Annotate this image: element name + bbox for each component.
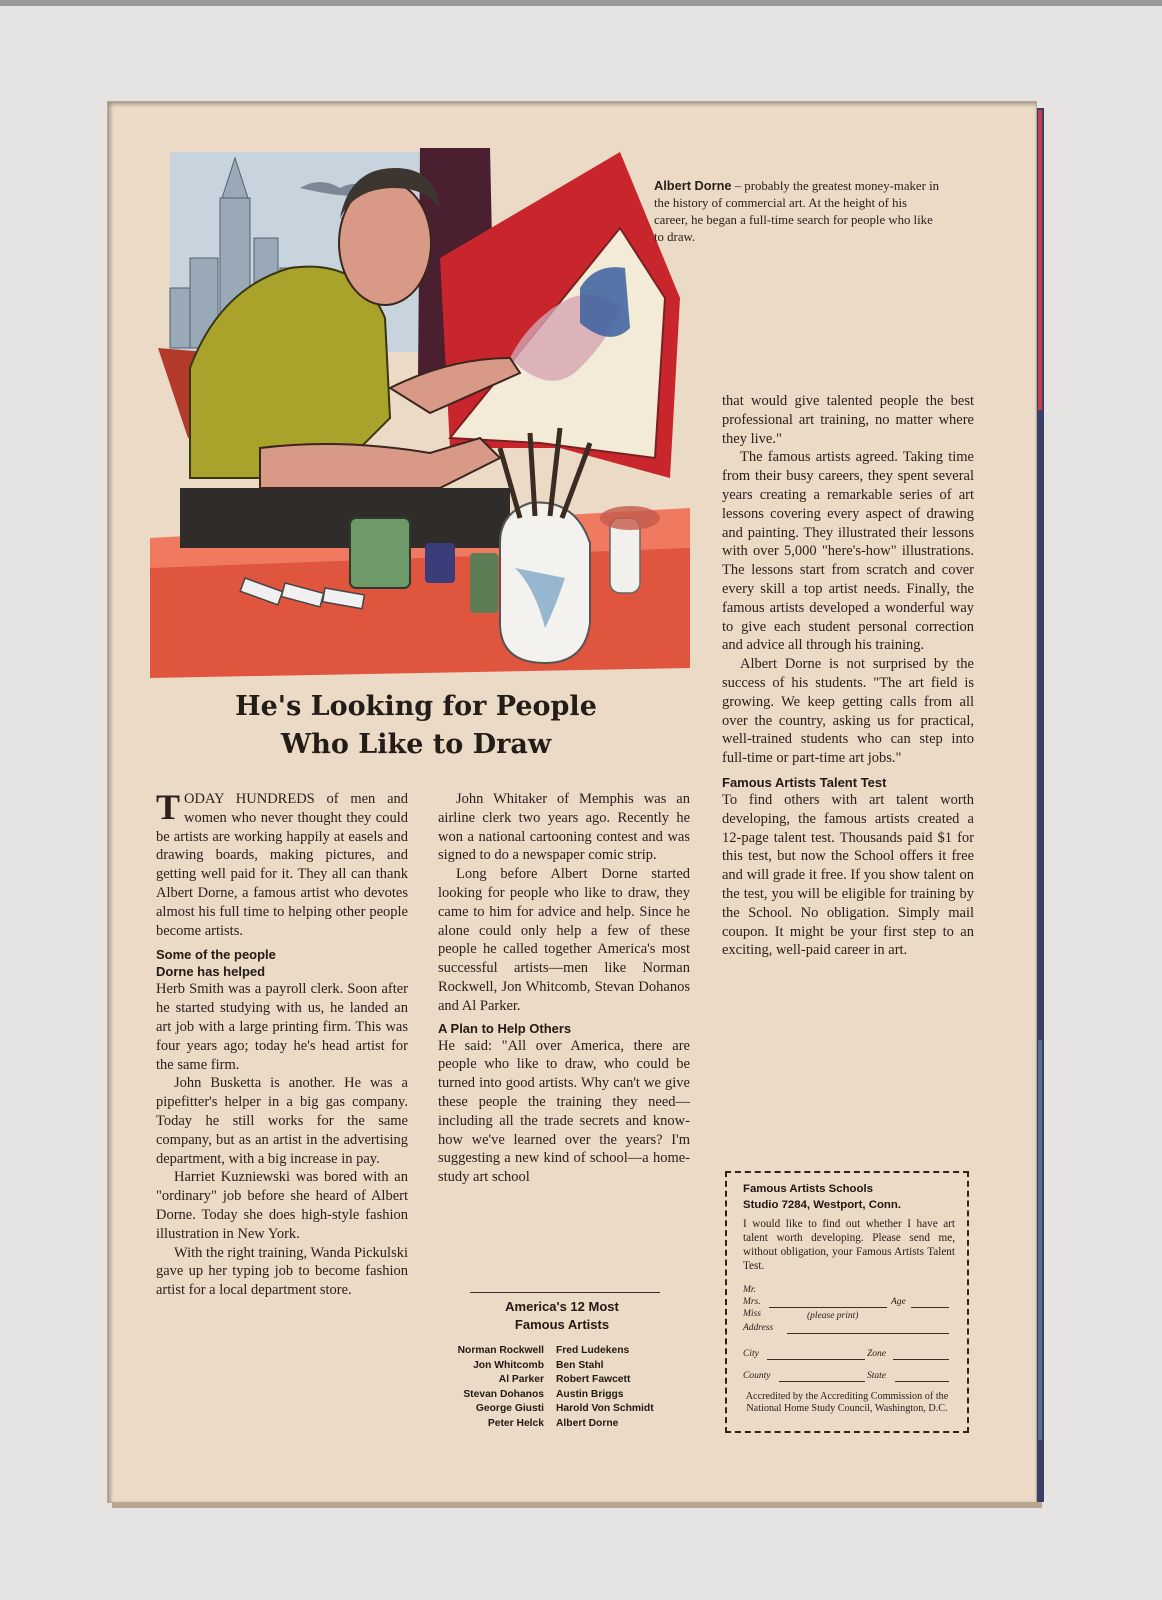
- artist-name: Al Parker: [498, 1374, 544, 1385]
- field-label-state: State: [867, 1371, 886, 1381]
- intro-smallcaps: ODAY HUNDREDS: [184, 791, 315, 807]
- field-label-address: Address: [743, 1323, 774, 1333]
- artist-name: Ben Stahl: [556, 1359, 604, 1371]
- artists-divider: [470, 1292, 660, 1293]
- headline: [195, 688, 637, 764]
- mail-coupon: [725, 1171, 969, 1433]
- artists-list-left: [400, 1344, 544, 1431]
- coupon-address-line: Studio 7284, Westport, Conn.: [743, 1199, 902, 1211]
- age-field-line[interactable]: [911, 1307, 949, 1308]
- paragraph-continued: that would give talented people the best professional art training, no matter where they live.": [722, 393, 974, 447]
- albert-dorne-illustration: [150, 148, 690, 678]
- paragraph-not-surprised: Albert Dorne is not surprised by the success of his students. "The art field is growing. We keep getting calls from all over the country, asking us for practical, well-trained students who can step into full-time or part-time art jobs.": [722, 656, 974, 767]
- intro-paragraph: [156, 787, 409, 940]
- paragraph-plan: He said: "All over America, there are people who like to draw, who could be turned into good artists. Why can't we give these people the training they need—including all the trade secrets and know-how we've learned over the years? I'm suggesting a new kind of school—a home-study art school: [438, 1037, 690, 1186]
- field-label-county: County: [743, 1371, 771, 1381]
- paragraph-long-before: Long before Albert Dorne started looking for people who like to draw, they came to him for advice and help. Since he alone could only help a few of these people he called together America's most successful artists—men like Norman Rockwell, Jon Whitcomb, Stevan Dohanos and Al Parker.: [438, 866, 690, 1014]
- caption-text: – probably the greatest money-maker in the history of commercial art. At the height of his career, he began a full-time search for people who like to draw.: [654, 179, 940, 244]
- artist-name: Harold Von Schmidt: [556, 1403, 654, 1414]
- caption-name: Albert Dorne: [654, 178, 732, 193]
- artists-title: [462, 1298, 662, 1334]
- paragraph-famous-artists-agreed: The famous artists agreed. Taking time from their busy careers, they spent several years creating a remarkable series of art lessons covering every aspect of drawing and painting. They illustrated their lessons with over 5,000 "here's-how" illustrations. The lessons start from scratch and cover every skill a top artist needs. Finally, the famous artists developed a wonderful way to give each student personal correction and advice all through his training.: [722, 449, 974, 654]
- field-label-age: Age: [891, 1297, 906, 1307]
- artist-name: Norman Rockwell: [457, 1345, 544, 1356]
- column-3: [722, 392, 974, 960]
- artist-name: Robert Fawcett: [556, 1374, 631, 1385]
- paragraph-john-whitaker: John Whitaker of Memphis was an airline clerk two years ago. Recently he won a national cartooning contest and was signed to do a newspaper comic strip.: [438, 791, 690, 864]
- subhead-helped: [156, 946, 408, 980]
- subhead-helped-line-1: Some of the people: [156, 947, 276, 963]
- zone-field-line[interactable]: [893, 1359, 949, 1360]
- paragraph-harriet-kuzniewski: Harriet Kuzniewski was bored with an "ordinary" job before she heard of Albert Dorne. Today she does high-style fashion illustration in New York.: [156, 1169, 408, 1242]
- name-field-line[interactable]: [769, 1307, 887, 1308]
- address-field-line[interactable]: [787, 1333, 949, 1334]
- paragraph-talent-test: To find others with art talent worth developing, the famous artists created a 12-page talent test. Thousands paid $1 for this test, but now the School offers it free and will grade it free. If you show talent on the test, you will be eligible for training by the School. No obligation. Simply mail coupon. It might be your first step to an exciting, well-paid career in art.: [722, 791, 974, 959]
- state-field-line[interactable]: [895, 1381, 949, 1382]
- column-1: [156, 787, 409, 1300]
- artist-name: Austin Briggs: [556, 1388, 624, 1400]
- subhead-helped-line-2: Dorne has helped: [156, 964, 266, 980]
- artists-title-line-1: America's 12 Most: [505, 1299, 619, 1314]
- headline-line-1: He's Looking for People: [235, 691, 597, 722]
- coupon-request-text: I would like to find out whether I have art talent worth developing. Please send me, without obligation, your Famous Artists Talent Test.: [743, 1218, 955, 1272]
- coupon-school-name: Famous Artists Schools: [743, 1183, 873, 1195]
- artist-name: Stevan Dohanos: [463, 1388, 544, 1400]
- county-field-line[interactable]: [779, 1381, 865, 1382]
- artist-name: Fred Ludekens: [556, 1345, 630, 1356]
- subhead-plan: A Plan to Help Others: [438, 1020, 572, 1036]
- field-label-mr: Mr.: [743, 1285, 756, 1295]
- column-2: [438, 790, 690, 1187]
- paragraph-herb-smith: Herb Smith was a payroll clerk. Soon after he started studying with us, he landed an art job with a large printing firm. This was four years ago; today he's head artist for the same firm.: [156, 981, 408, 1073]
- city-field-line[interactable]: [767, 1359, 865, 1360]
- artists-title-line-2: Famous Artists: [514, 1317, 610, 1332]
- artist-name: Albert Dorne: [556, 1417, 619, 1429]
- paragraph-wanda-pickulski: With the right training, Wanda Pickulski gave up her typing job to become fashion artist for a local department store.: [156, 1244, 408, 1299]
- field-label-zone: Zone: [867, 1349, 886, 1359]
- artists-list-right: [556, 1344, 696, 1431]
- field-label-miss: Miss: [743, 1309, 761, 1319]
- intro-rest: of men and women who never thought they could be artists are working happily at easels and drawing boards, making pictures, and getting well paid for it. They all can thank Albert Dorne, a famous artist who devotes almost his full time to helping other people become artists.: [156, 791, 409, 939]
- artist-name: Jon Whitcomb: [473, 1359, 544, 1371]
- drop-cap: T: [156, 787, 181, 827]
- paragraph-john-busketta: John Busketta is another. He was a pipefitter's helper in a big gas company. Today he still works for the same company, but as an artist in the advertising department, with a big increase in pay.: [156, 1075, 408, 1167]
- subhead-talent-test: Famous Artists Talent Test: [722, 774, 887, 790]
- artist-name: George Giusti: [475, 1403, 544, 1414]
- accreditation-note: Accredited by the Accrediting Commission of the National Home Study Council, Washington, D.C.: [745, 1391, 949, 1414]
- artist-name: Peter Helck: [487, 1417, 544, 1429]
- field-label-mrs: Mrs.: [743, 1297, 761, 1307]
- field-label-city: City: [743, 1349, 759, 1359]
- coupon-header: [743, 1181, 963, 1213]
- illustration-caption: [654, 177, 944, 246]
- headline-line-2: Who Like to Draw: [280, 729, 552, 760]
- please-print-hint: (please print): [807, 1311, 859, 1321]
